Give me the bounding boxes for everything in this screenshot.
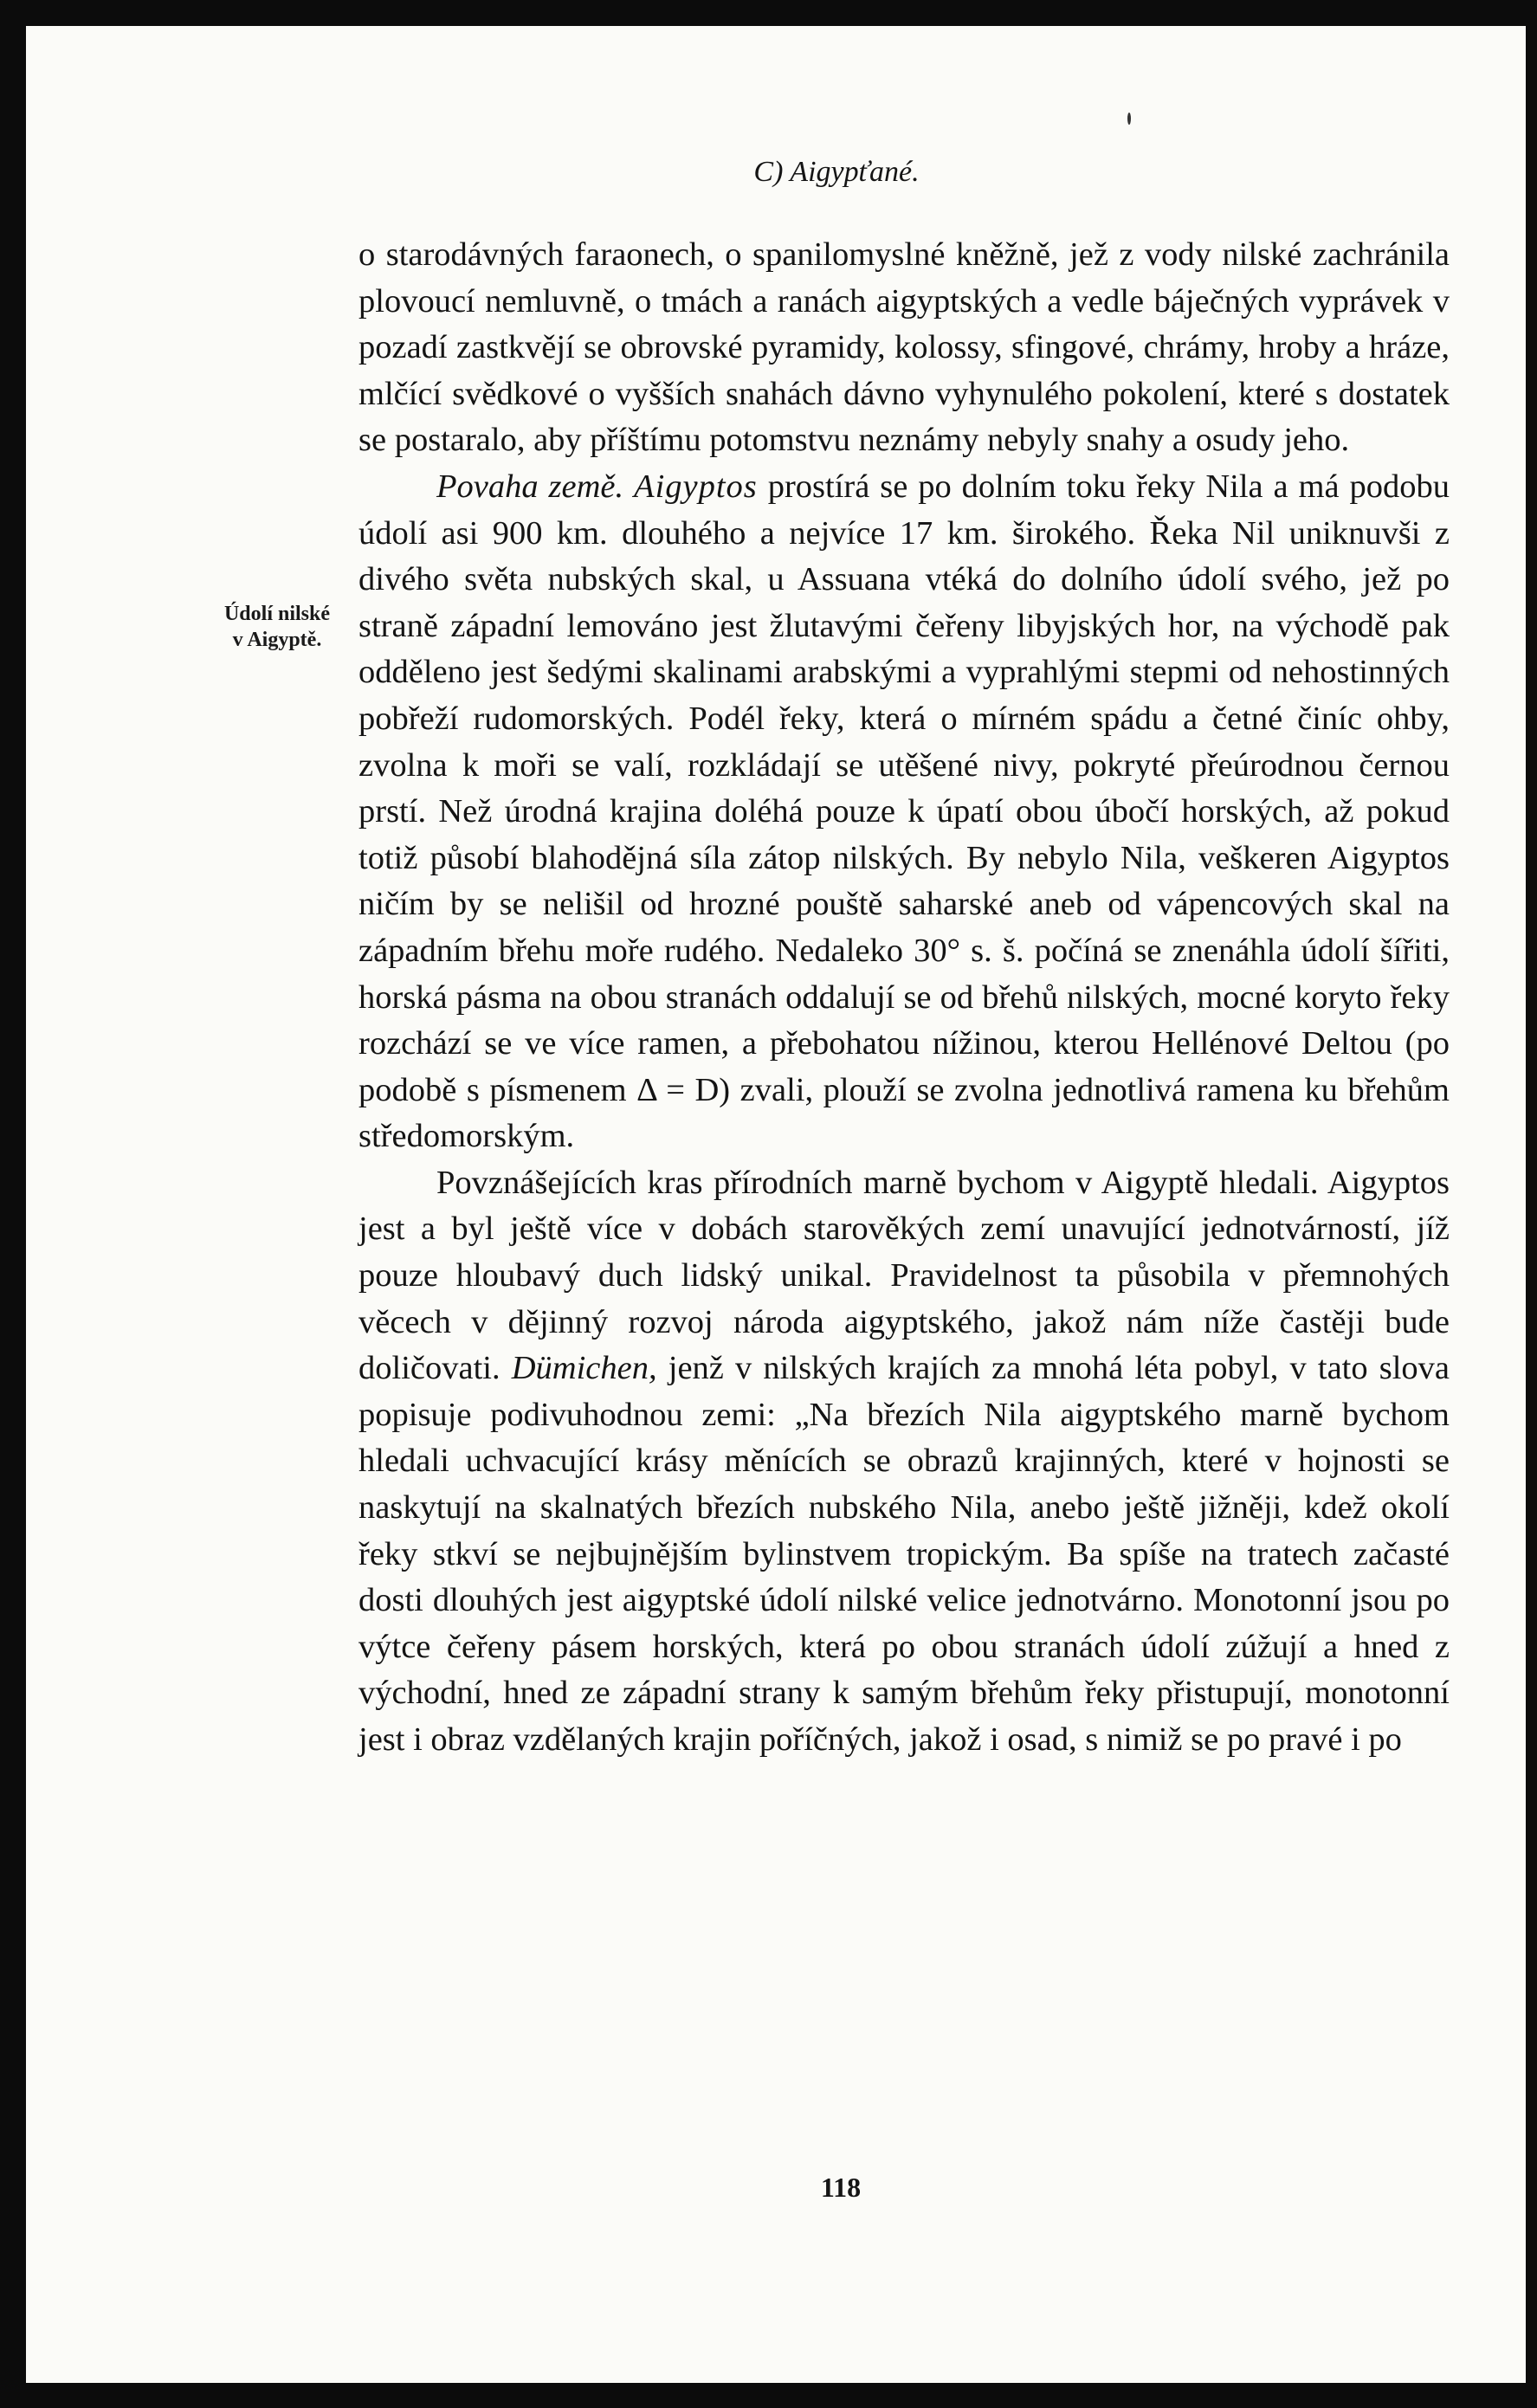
- body-text: [358, 232, 1450, 1764]
- paragraph-2: [358, 464, 1450, 1160]
- paragraph-3-part-a: Povznášejících kras přírodních marně bychom v Aigyptě hledali. Aigyptos jest a byl ještě více v dobách starověkých zemí unavující jednotvárností, jíž pouze hloubavý duch lidský unikal. Pravidelnost ta působila v přemnohých věcech v dějinný rozvoj národa aigyptského, jakož nám níže častěji bude doličovati.: [358, 1164, 1450, 1387]
- paragraph-1: o starodávných faraonech, o spanilomyslné kněžně, jež z vody nilské zachránila plovoucí nemluvně, o tmách a ranách aigyptských a vedle báječných vyprávek v pozadí zastkvějí se obrovské pyramidy, kolossy, sfingové, chrámy, hroby a hráze, mlčící svědkové o vyšších snahách dávno vyhynulého pokolení, které s dostatek se postaralo, aby příštímu potomstvu neznámy nebyly snahy a osudy jeho.: [358, 236, 1450, 459]
- paragraph-2-text: prostírá se po dolním toku řeky Nila a má podobu údolí asi 900 km. dlouhého a nejvíce 17 km. širokého. Řeka Nil uniknuvši z divého světa nubských skal, u Assuana vtéká do dolního údolí svého, jež po straně západní lemováno jest žlutavými čeřeny libyjských hor, na východě pak odděleno jest šedými skalinami arabskými a vyprahlými stepmi od nehostinných pobřeží rudomorských. Podél řeky, která o mírném spádu a četné činíc ohby, zvolna k moři se valí, rozkládají se utěšené nivy, pokryté přeúrodnou černou prstí. Než úrodná krajina doléhá pouze k úpatí obou úbočí horských, až pokud totiž působí blahodějná síla zátop nilských. By nebylo Nila, veškeren Aigyptos ničím by se nelišil od hrozné pouště saharské aneb od vápencových skal na západním břehu moře rudého. Nedaleko 30° s. š. počíná se znenáhla údolí šířiti, horská pásma na obou stranách oddalují se od břehů nilských, mocné koryto řeky rozchází se ve více ramen, a přebohatou nížinou, kterou Hellénové Deltou (po podobě s písmenem Δ = D) zvali, plouží se zvolna jednotlivá ramena ku břehům středomorským.: [358, 468, 1450, 1155]
- paragraph-3: [358, 1160, 1450, 1764]
- marginal-note: [199, 601, 355, 653]
- section-lead-aigyptos: Aigyptos: [634, 468, 758, 505]
- page-number: 118: [820, 2172, 862, 2203]
- running-head: C) Aigypťané.: [753, 156, 920, 188]
- marginal-note-line-1: Údolí nilské: [223, 603, 331, 625]
- page-sheet: [26, 26, 1526, 2383]
- section-lead-povaha: Povaha země.: [436, 468, 624, 505]
- paragraph-3-part-b: jenž v nilských krajích za mnohá léta pobyl, v tato slova popisuje podivuhodnou zemi: „Na březích Nila aigyptského marně bychom hledali uchvacující krásy měnících se obrazů krajinných, které v hojnosti se naskytují na skalnatých březích nubského Nila, anebo ještě jižněji, kdež okolí řeky stkví se nejbujnějším bylinstvem tropickým. Ba spíše na tratech začasté dosti dlouhých jest aigyptské údolí nilské velice jednotvárno. Monotonní jsou po výtce čeřeny pásem horských, která po obou stranách údolí zúžují a hned z východní, hned ze západní strany k samým břehům řeky přistupují, monotonní jest i obraz vzdělaných krajin poříčných, jakož i osad, s nimiž se po pravé i po: [358, 1350, 1450, 1758]
- author-name: Dümichen,: [511, 1350, 657, 1387]
- print-speck: [1127, 113, 1131, 125]
- marginal-note-line-2: v Aigyptě.: [232, 629, 322, 651]
